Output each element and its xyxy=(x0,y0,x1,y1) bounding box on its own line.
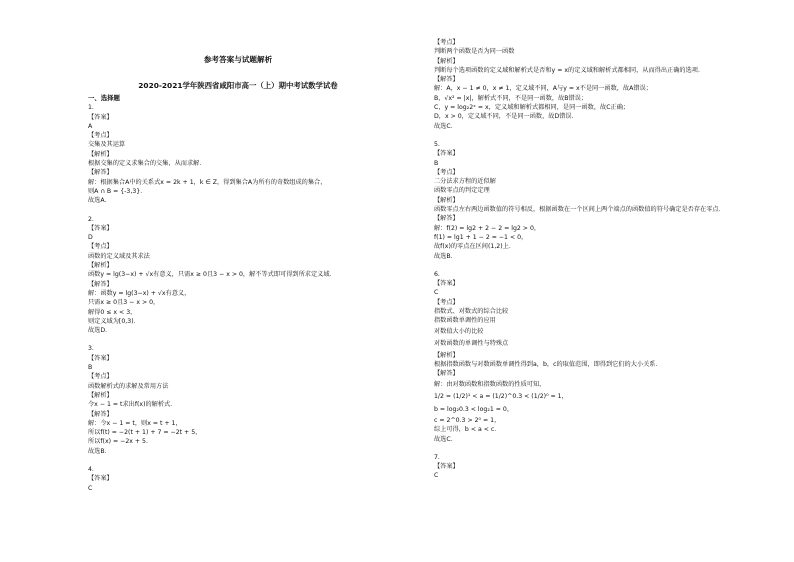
text-line: 【解析】 xyxy=(434,351,459,359)
text-line: 指数函数单调性的应用 xyxy=(434,317,496,325)
text-line: c = 2^0.3 > 2⁰ = 1， xyxy=(434,417,501,424)
text-line: 【解析】 xyxy=(434,57,459,65)
text-line: b = log₂0.3 < log₂1 = 0， xyxy=(434,405,514,413)
text-line: C xyxy=(434,472,439,480)
text-line: 函数y = lg(3−x) + √x有意义，只需x ≥ 0且3 − x > 0，解不等式即可得到所求定义域． xyxy=(88,271,336,279)
text-line: 【答案】 xyxy=(88,224,113,232)
text-line: 【考点】 xyxy=(88,373,113,381)
document-subtitle: 2020-2021学年陕西省咸阳市高一（上）期中考试数学试卷 xyxy=(138,81,338,90)
text-line: 2. xyxy=(88,215,94,223)
text-line: 【答案】 xyxy=(88,475,113,483)
text-line: 故选C． xyxy=(434,435,457,443)
text-line: f(1) = lg1 + 1 − 2 = −1 < 0， xyxy=(434,233,528,241)
text-line: 【答案】 xyxy=(434,280,459,288)
text-line: 1. xyxy=(88,104,94,112)
text-line: 函数零点的判定定理 xyxy=(434,187,490,195)
text-line: 【考点】 xyxy=(434,298,459,306)
text-line: 【考点】 xyxy=(434,39,459,46)
text-line: 函数的定义域及其求法 xyxy=(88,252,150,260)
text-line: 故选D． xyxy=(88,327,112,335)
text-line: 对数值大小的比较 xyxy=(434,327,484,335)
text-line: 【解答】 xyxy=(88,410,113,418)
text-line: 指数式、对数式的综合比较 xyxy=(434,308,509,316)
text-line: 所以f(t) = −2(t + 1) + 7 = −2t + 5， xyxy=(88,429,202,437)
text-line: D xyxy=(88,234,93,242)
text-line: 【解析】 xyxy=(88,262,113,270)
text-line: 综上可得，b < a < c． xyxy=(434,426,501,434)
text-line: 令x − 1 = t求出f(x)的解析式． xyxy=(88,401,177,409)
text-line: 对数函数的单调性与特殊点 xyxy=(434,340,509,348)
text-line: 【解析】 xyxy=(88,391,113,399)
text-line: 根据交集的定义求集合的交集，从而求解． xyxy=(88,160,206,168)
text-line: 函数解析式的求解及常用方法 xyxy=(88,382,169,390)
text-line: 【考点】 xyxy=(88,243,113,251)
text-line: 【解答】 xyxy=(88,280,113,288)
text-line: 则定义域为[0,3)． xyxy=(88,317,140,325)
text-line: C xyxy=(88,484,93,492)
text-line: 【解析】 xyxy=(88,150,113,158)
text-line: 判断两个函数是否为同一函数 xyxy=(434,48,515,56)
text-line: 【解答】 xyxy=(434,76,459,84)
text-line: 二分法求方程的近似解 xyxy=(434,178,496,186)
text-line: 判断每个选项函数的定义域和解析式是否和y = x的定义域和解析式都相同，从而得出正确的选项． xyxy=(434,66,705,74)
text-line: 故选C． xyxy=(434,122,457,130)
text-line: C，y = log₂2ˣ = x，定义域和解析式都相同，是同一函数，故C正确； xyxy=(434,104,630,112)
text-line: 【解答】 xyxy=(434,370,459,378)
text-line: B，√x² = |x|，解析式不同，不是同一函数，故B错误； xyxy=(434,94,588,102)
text-line: 故选B． xyxy=(88,447,111,455)
text-line: 解得0 ≤ x < 3， xyxy=(88,308,137,316)
text-line: 解：令x − 1 = t，则x = t + 1， xyxy=(88,419,182,427)
text-line: 【考点】 xyxy=(434,168,459,176)
text-line: 【解答】 xyxy=(88,169,113,177)
text-line: 4. xyxy=(88,465,94,473)
text-line: 7. xyxy=(434,453,440,461)
text-line: 【答案】 xyxy=(88,113,113,121)
left-column-content xyxy=(88,103,388,493)
text-line: C xyxy=(434,289,439,297)
text-line: 根据指数函数与对数函数单调性得到a，b，c的取值范围，即得到它们的大小关系． xyxy=(434,360,662,368)
right-column-content xyxy=(434,38,754,481)
text-line: 交集及其运算 xyxy=(88,141,126,149)
text-line: 解：A，x − 1 ≠ 0，x ≠ 1，定义域不同，A与y = x不是同一函数，故A错误； xyxy=(434,85,652,93)
text-line: 【解答】 xyxy=(434,215,459,223)
text-line: 函数零点左右两边函数值的符号相反，根据函数在一个区间上两个端点的函数值的符号确定是否存在零点． xyxy=(434,206,725,214)
left-column xyxy=(88,0,388,493)
text-line: 只需x ≥ 0且3 − x > 0， xyxy=(88,299,160,307)
right-column xyxy=(434,0,754,481)
text-line: 则A ∩ B = {-3,3}． xyxy=(88,187,147,195)
text-line: 故选B． xyxy=(434,252,457,260)
text-line: 【考点】 xyxy=(88,132,113,140)
text-line: B xyxy=(88,364,93,372)
text-line: A xyxy=(88,122,93,130)
text-line: 解：根据集合A中的关系式x = 2k + 1，k ∈ Z，得到集合A为所有的奇数组成的集合， xyxy=(88,178,327,186)
text-line: 1/2 = (1/2)¹ < a = (1/2)^0.3 < (1/2)⁰ = 1， xyxy=(434,393,568,400)
text-line: 解：f(2) = lg2 + 2 − 2 = lg2 > 0， xyxy=(434,224,541,232)
text-line: 解：函数y = lg(3−x) + √x有意义， xyxy=(88,289,191,297)
text-line: 所以f(x) = −2x + 5． xyxy=(88,438,153,446)
text-line: D，x > 0，定义域不同，不是同一函数，故D错误． xyxy=(434,113,578,121)
text-line: 【答案】 xyxy=(88,354,113,362)
section-heading: 一、选择题 xyxy=(88,94,120,102)
text-line: 3. xyxy=(88,345,94,353)
text-line: 【答案】 xyxy=(434,463,459,471)
text-line: B xyxy=(434,159,439,167)
text-line: 6. xyxy=(434,270,440,278)
text-line: 故选A． xyxy=(88,197,111,205)
text-line: 解：由对数函数和指数函数的性质可知， xyxy=(434,380,546,388)
document-title: 参考答案与试题解析 xyxy=(203,55,273,64)
text-line: 故f(x)的零点在区间(1,2)上． xyxy=(434,243,516,251)
text-line: 【解析】 xyxy=(434,196,459,204)
text-line: 5. xyxy=(434,140,440,148)
text-line: 【答案】 xyxy=(434,150,459,158)
